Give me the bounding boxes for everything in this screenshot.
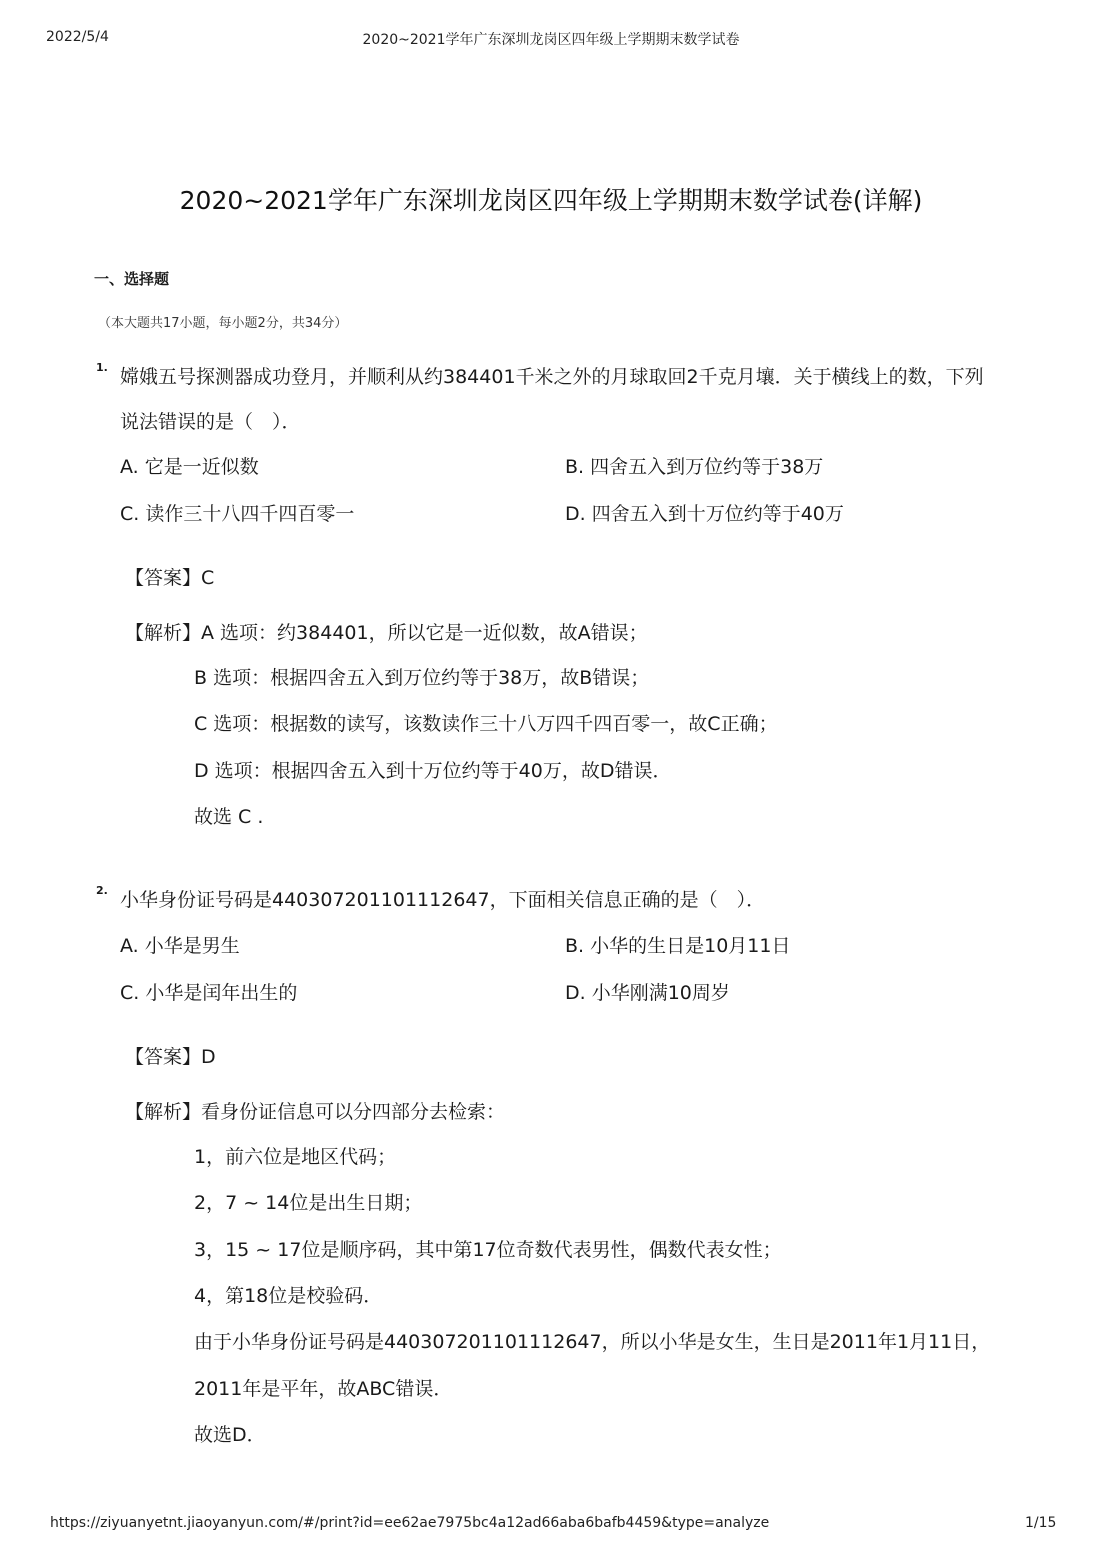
option-d: D. 小华刚满10周岁 xyxy=(565,982,730,1004)
option-a: A. 小华是男生 xyxy=(120,935,240,957)
question-stem: 嫦娥五号探测器成功登月，并顺利从约384401千米之外的月球取回2千克月壤．关于横线上的数，下列 xyxy=(120,366,984,388)
analysis-text: 由于小华身份证号码是440307201101112647，所以小华是女生，生日是2011年1月11日， xyxy=(194,1331,991,1353)
question-stem: 说法错误的是（ ）． xyxy=(120,411,301,433)
analysis-text: A 选项：约384401，所以它是一近似数，故A错误； xyxy=(201,622,648,644)
analysis-text: B 选项：根据四舍五入到万位约等于38万，故B错误； xyxy=(194,667,650,689)
answer-value: D xyxy=(201,1046,216,1068)
option-b: B. 四舍五入到万位约等于38万 xyxy=(565,456,824,478)
option-d: D. 四舍五入到十万位约等于40万 xyxy=(565,503,844,525)
analysis-conclusion: 故选 C . xyxy=(194,806,264,828)
page-title: 2020~2021学年广东深圳龙岗区四年级上学期期末数学试卷(详解) xyxy=(179,186,923,215)
option-b: B. 小华的生日是10月11日 xyxy=(565,935,791,957)
answer-label: 【答案】 xyxy=(125,567,202,589)
analysis-text: 2011年是平年，故ABC错误． xyxy=(194,1378,453,1400)
print-url: https://ziyuanyetnt.jiaoyanyun.com/#/print?id=ee62ae7975bc4a12ad66aba6bafb4459&type=analyze xyxy=(50,1515,770,1531)
analysis-line xyxy=(125,1097,505,1124)
analysis-text: 3，15 ~ 17位是顺序码，其中第17位奇数代表男性，偶数代表女性； xyxy=(194,1239,782,1261)
section-note: （本大题共17小题，每小题2分，共34分） xyxy=(98,316,348,331)
analysis-text: C 选项：根据数的读写，该数读作三十八万四千四百零一，故C正确； xyxy=(194,713,778,735)
option-c: C. 小华是闰年出生的 xyxy=(120,982,298,1004)
analysis-text: D 选项：根据四舍五入到十万位约等于40万，故D错误． xyxy=(194,760,672,782)
analysis-text: 2，7 ~ 14位是出生日期； xyxy=(194,1192,423,1214)
answer-value: C xyxy=(201,567,215,589)
analysis-text: 看身份证信息可以分四部分去检索： xyxy=(201,1101,506,1123)
option-c: C. 读作三十八四千四百零一 xyxy=(120,503,355,525)
question-number: 2. xyxy=(96,884,108,897)
page-number: 1/15 xyxy=(1025,1515,1057,1531)
analysis-conclusion: 故选D． xyxy=(194,1424,266,1446)
option-a: A. 它是一近似数 xyxy=(120,456,259,478)
analysis-line xyxy=(125,618,648,645)
answer-line xyxy=(125,1042,216,1069)
print-doc-title: 2020~2021学年广东深圳龙岗区四年级上学期期末数学试卷 xyxy=(362,32,740,48)
analysis-label: 【解析】 xyxy=(125,622,202,644)
analysis-text: 4，第18位是校验码． xyxy=(194,1285,383,1307)
analysis-text: 1，前六位是地区代码； xyxy=(194,1146,397,1168)
question-stem: 小华身份证号码是440307201101112647，下面相关信息正确的是（ ）． xyxy=(120,889,766,911)
section-heading: 一、选择题 xyxy=(94,270,170,288)
question-number: 1. xyxy=(96,361,108,374)
answer-label: 【答案】 xyxy=(125,1046,202,1068)
analysis-label: 【解析】 xyxy=(125,1101,202,1123)
print-date: 2022/5/4 xyxy=(46,29,109,45)
answer-line xyxy=(125,563,214,590)
